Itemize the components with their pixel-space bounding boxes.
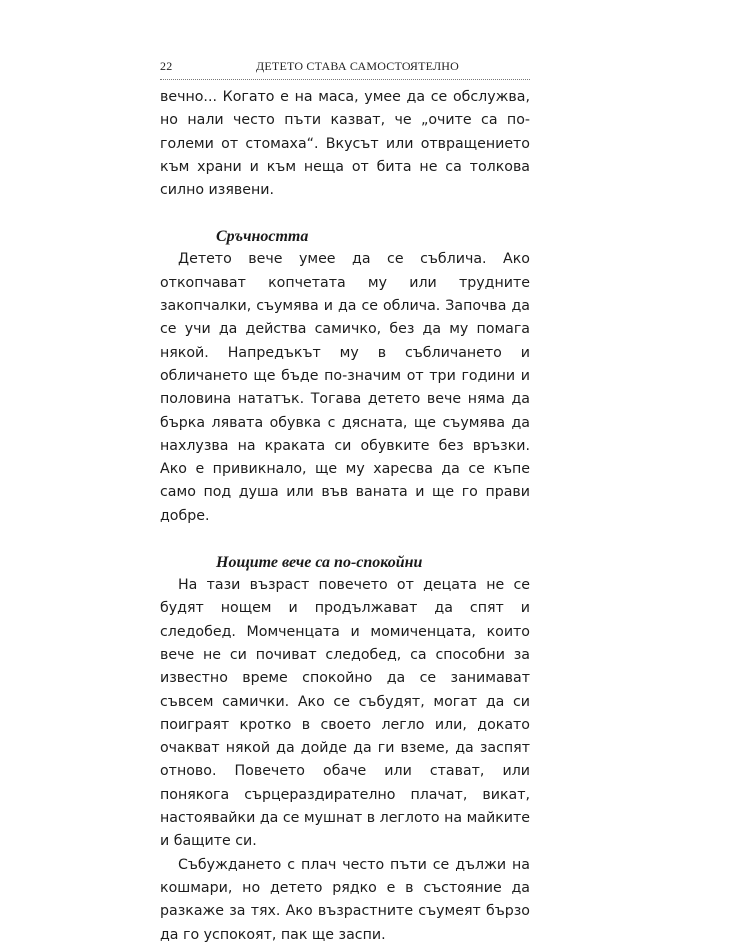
dexterity-paragraph: Детето вече умее да се съблича. Ако откопчават копчетата му или трудните закопчалки, съумява и да се облича. Започва да се учи да действа самичко, без да му помага някой. Напредъкът му в събличането и обличането ще бъде по-значим от три години и половина нататък. Тогава детето вече няма да бърка лявата обувка с дясната, ще съумява да нахлузва на краката си обувките без връзки. Ако е привикнало, ще му харесва да се къпе само под душа или във ваната и ще го прави добре. — [160, 251, 530, 524]
running-title: ДЕТЕТО СТАВА САМОСТОЯТЕЛНО — [256, 59, 460, 73]
section-heading-nights: Нощите вече са по-спокойни — [216, 554, 423, 572]
section-heading-dexterity: Сръчността — [216, 228, 309, 246]
intro-paragraph: вечно... Когато е на маса, умее да се обслужва, но нали често пъти казват, че „очите са по-големи от стомаха“. Вкусът или отвращението към храни и към неща от бита не са толкова силно изявени. — [160, 89, 530, 199]
body-text — [160, 86, 530, 947]
nights-paragraph-2: Събуждането с плач често пъти се дължи на кошмари, но детето рядко е в състояние да разкаже за тях. Ако възрастните съумеят бързо да го успокоят, пак ще заспи. — [160, 856, 530, 943]
nights-paragraph-1: На тази възраст повечето от децата не се будят нощем и продължават да спят и следобед. Момченцата и момиченцата, които вече не си почиват следобед, са способни за известно време спокойно да се занимават съвсем самички. Ако се събудят, могат да си поиграят кротко в своето легло или, докато очакват някой да дойде да ги вземе, да заспят отново. Повечето обаче или стават, или понякога сърцераздирателно плачат, викат, настоявайки да се мушнат в леглото на майките и бащите си. — [160, 577, 530, 850]
header-dotted-rule — [160, 79, 530, 80]
page-header — [160, 59, 530, 79]
page-number: 22 — [160, 59, 173, 73]
